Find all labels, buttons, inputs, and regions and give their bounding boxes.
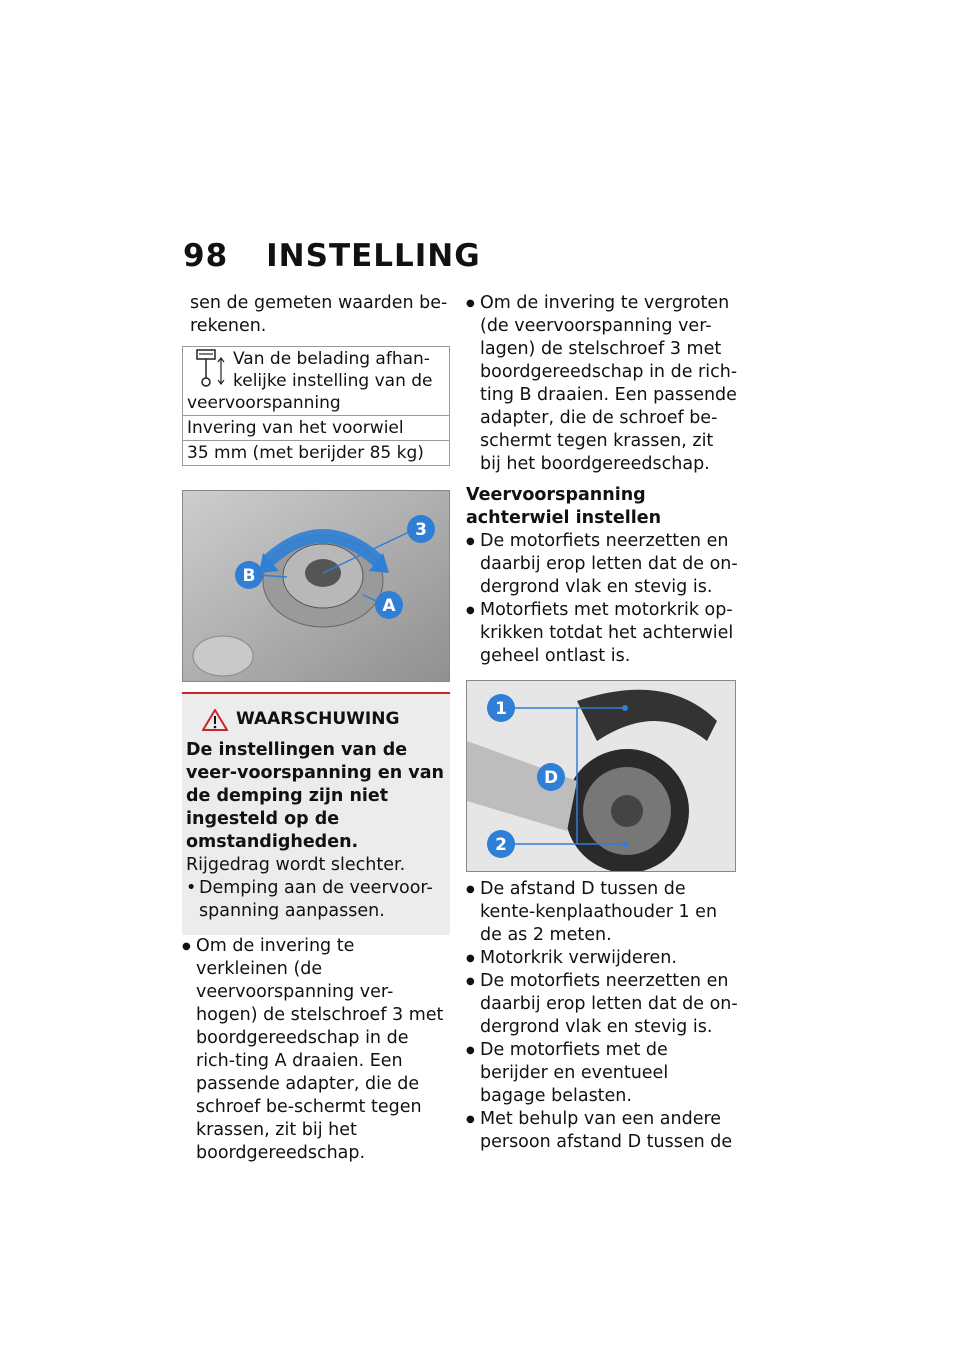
reduce-bullet: ● Om de invering te verkleinen (de veervoorspanning ver-hogen) de stelschroef 3 met boordgereedschap in de rich-ting A draaien. Een passende adapter, die de schroef be-schermt tegen krassen, zit bij het boordgereedschap.: [182, 935, 450, 1165]
callout-2: 2: [495, 835, 507, 855]
callout-b: B: [242, 566, 256, 586]
step-b-5: ● Met behulp van een andere persoon afstand D tussen de: [466, 1108, 738, 1154]
step-b-2: ● Motorkrik verwijderen.: [466, 947, 738, 970]
steps-b-list: [466, 878, 738, 1154]
step-b-1: ● De afstand D tussen de kente-kenplaathouder 1 en de as 2 meten.: [466, 878, 738, 947]
step-a-2: ● Motorfiets met motorkrik op-krikken totdat het achterwiel geheel ontlast is.: [466, 599, 738, 668]
callout-1: 1: [495, 699, 507, 719]
warning-bullet: • Demping aan de veervoor-spanning aanpassen.: [186, 877, 444, 923]
page-number: 98: [183, 238, 229, 274]
rear-preload-illustration: [467, 681, 735, 871]
spec-table: [182, 346, 450, 466]
front-preload-illustration: [183, 491, 449, 681]
warning-bold-text: De instellingen van de veer-voorspanning en van de demping zijn niet ingesteld op de omstandigheden.: [186, 740, 444, 852]
rear-preload-figure: [466, 680, 736, 872]
callout-3: 3: [415, 520, 427, 540]
warning-triangle-icon: [202, 709, 228, 731]
spec-table-head: [183, 347, 450, 416]
intro-text: sen de gemeten waarden be-rekenen.: [190, 293, 448, 336]
spec-row-2: 35 mm (met berijder 85 kg): [183, 441, 450, 466]
increase-list: [466, 292, 738, 476]
callout-d: D: [543, 768, 559, 788]
reduce-list: [182, 935, 450, 1165]
spec-row-1: Invering van het voorwiel: [183, 416, 450, 441]
warning-box: [182, 692, 450, 935]
section-heading: Veervoorspanning achterwiel instellen: [466, 485, 662, 528]
front-preload-figure: [182, 490, 450, 682]
warning-title-text: WAARSCHUWING: [236, 709, 400, 729]
warning-text: Rijgedrag wordt slechter.: [186, 855, 406, 875]
step-b-3: ● De motorfiets neerzetten en daarbij erop letten dat de on-dergrond vlak en stevig is.: [466, 970, 738, 1039]
left-column: [182, 292, 450, 1165]
spec-head-text: Van de belading afhan-kelijke instelling van de veervoorspanning: [187, 349, 433, 413]
warning-list: [186, 877, 444, 923]
right-column: [466, 292, 738, 1154]
increase-bullet: ● Om de invering te vergroten (de veervoorspanning ver-lagen) de stelschroef 3 met boordgereedschap in de rich-ting B draaien. Een passende adapter, die de schroef be-schermt tegen krassen, zit bij het boordgereedschap.: [466, 292, 738, 476]
step-a-1: ● De motorfiets neerzetten en daarbij erop letten dat de on-dergrond vlak en stevig is.: [466, 530, 738, 599]
page-title: INSTELLING: [266, 238, 481, 274]
step-b-4: ● De motorfiets met de berijder en eventueel bagage belasten.: [466, 1039, 738, 1108]
callout-a: A: [382, 596, 396, 616]
steps-a-list: [466, 530, 738, 668]
suspension-spring-icon: [187, 348, 227, 390]
page-header: [183, 238, 481, 274]
warning-title: [202, 708, 444, 731]
